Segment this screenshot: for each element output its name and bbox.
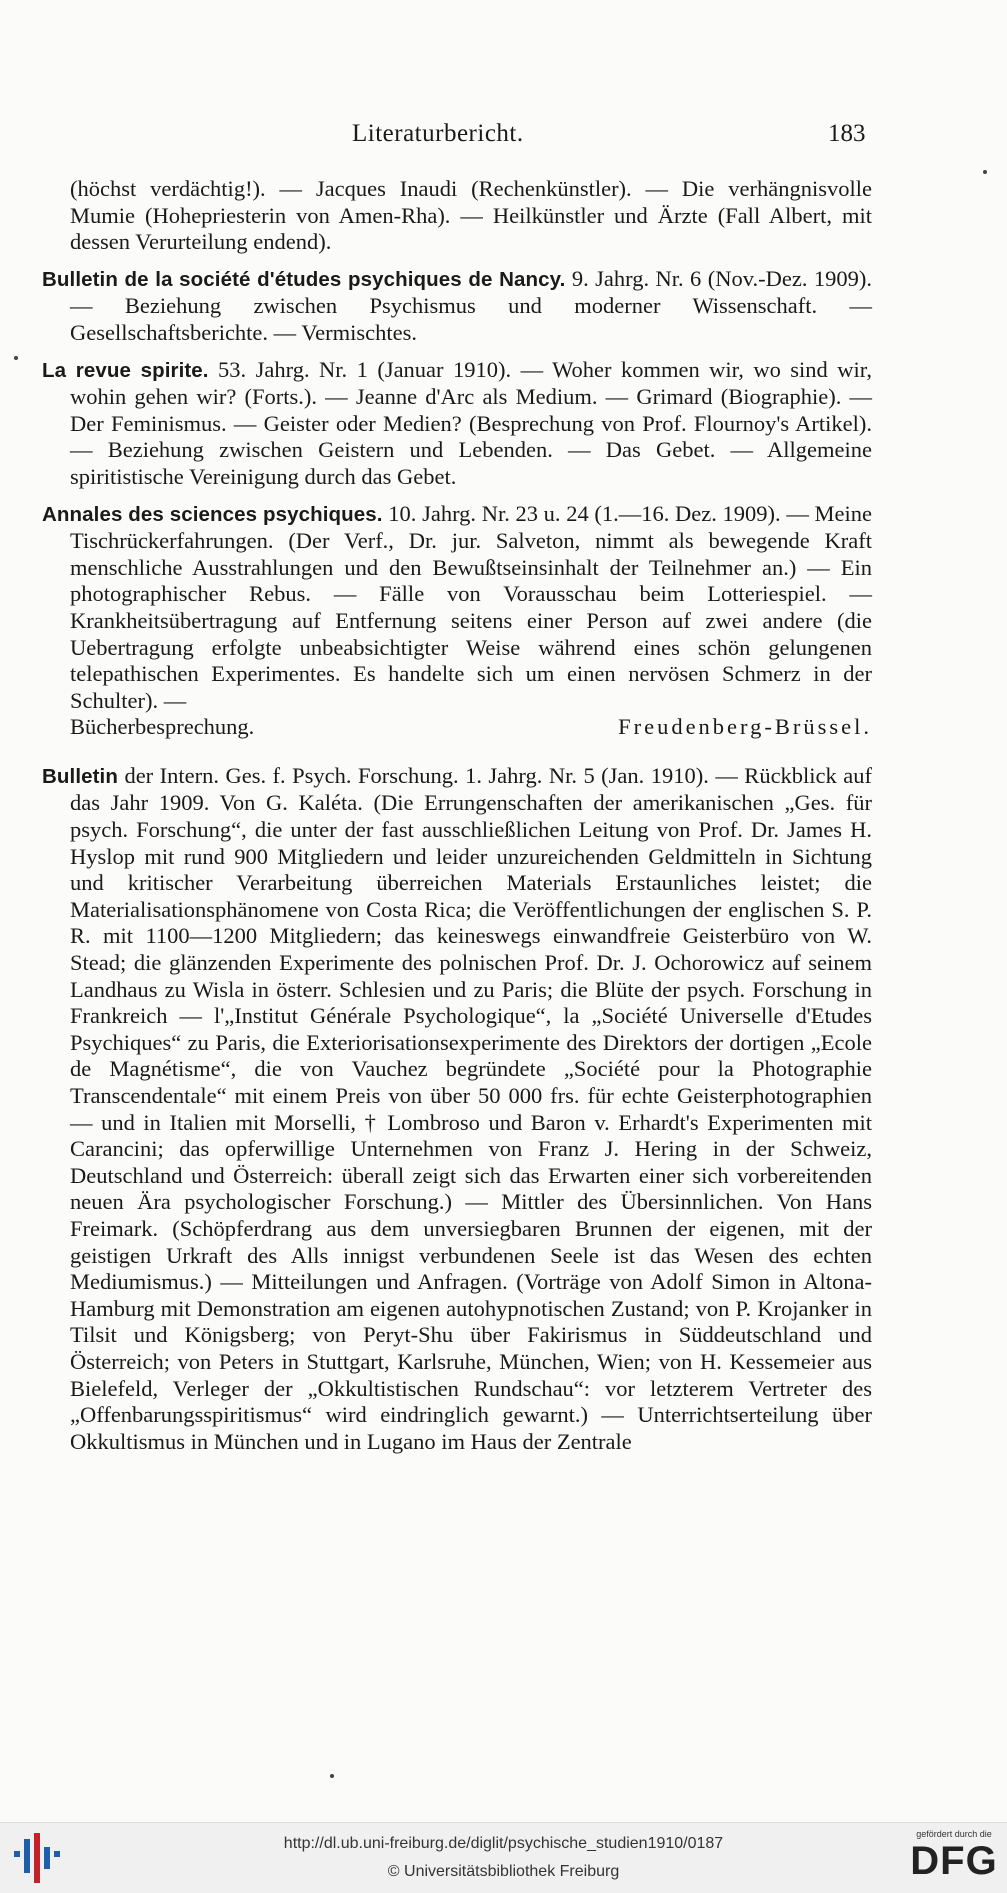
dfg-logo-icon — [906, 1827, 1002, 1889]
source-url-link[interactable]: http://dl.ub.uni-freiburg.de/diglit/psychische_studien1910/0187 — [283, 1835, 724, 1852]
reviewer-signature: Freudenberg-Brüssel. — [618, 714, 872, 740]
signature-line — [42, 714, 872, 741]
entry-annales — [42, 501, 872, 715]
entry-nancy-bulletin — [42, 266, 872, 347]
entry-lead: Bulletin de la société d'études psychiques de Nancy. — [42, 267, 566, 291]
speck-mark — [983, 170, 987, 174]
entry-text: 9. Jahrg. Nr. 6 (Nov.-Dez. 1909). — Beziehung zwischen Psychismus und moderner Wissenschaft. — Gesellschaftsberichte. — Vermischtes. — [70, 265, 872, 345]
entry-text: (höchst verdächtig!). — Jacques Inaudi (Rechenkünstler). — Die verhängnisvolle Mumie (Hohepriesterin von Amen-Rha). — Heilkünstler und Ärzte (Fall Albert, mit dessen Verurteilung endend). — [70, 176, 872, 255]
page-body — [42, 176, 872, 1465]
entry-revue-spirite — [42, 357, 872, 491]
speck-mark — [14, 356, 18, 360]
running-title: Literaturbericht. — [352, 120, 524, 147]
dfg-caption: gefördert durch die — [916, 1829, 992, 1839]
entry-text: 10. Jahrg. Nr. 23 u. 24 (1.—16. Dez. 1909). — Meine Tischrückerfahrungen. (Der Verf., Dr. jur. Salveton, nimmt als bewegende Kraft menschliche Ausstrahlungen und den Bewußtseinsinhalt der Teilnehmer an.) — Ein photographischer Rebus. — Fälle von Vorausschau beim Lotteriespiel. — Krankheitsübertragung auf Entfernung seitens einer Person auf zwei andere (die Uebertragung erfolgte unbeabsichtigter Weise während eines schön gelungenen telepathischen Experimentes. Es handelte sich um einen nervösen Schmerz in der Schulter). — — [70, 500, 872, 713]
running-header — [0, 120, 1007, 154]
dfg-wordmark: DFG — [910, 1839, 998, 1883]
entry-text: der Intern. Ges. f. Psych. Forschung. 1. Jahrg. Nr. 5 (Jan. 1910). — Rückblick auf das Jahr 1909. Von G. Kaléta. (Die Errungenschaften der amerikanischen „Ges. für psych. Forschung“, die unter der fast ausschließlichen Leitung von Prof. Dr. James H. Hyslop mit rund 900 Mitgliedern und leider unzureichenden Geldmitteln in Sichtung und kritischer Verarbeitung überreichen Materials Erstaunliches leistet; die Materialisationsphänomene von Costa Rica; die Veröffentlichungen der englischen S. P. R. mit 1100—1200 Mitgliedern; das keineswegs einwandfreie Geisterbüro von W. Stead; die glänzenden Experimente des polnischen Prof. Dr. J. Ochorowicz auf seinem Landhaus zu Wisla in österr. Schlesien und zu Paris; die Blüte der psych. Forschung in Frankreich — l'„Institut Générale Psychologique“, la „Société Universelle d'Etudes Psychiques“ zu Paris, die Exteriorisationsexperimente des Direktors der dortigen „Ecole de Magnétisme“, die von Vauchez begründete „Société pour la Photographie Transcendentale“ mit einem Preis von über 50 000 frs. für echte Geisterphotographien — und in Italien mit Morselli, † Lombroso und Baron v. Erhardt's Experimenten mit Carancini; das opferwillige Unternehmen von Franz J. Hering in der Schweiz, Deutschland und Österreich: überall zeigt sich das Erwarten einer sich vorbereitenden neuen Ära psychologischer Forschung.) — Mittler des Übersinnlichen. Von Hans Freimark. (Schöpferdrang aus dem unversiegbaren Brunnen der eigenen, mit der geistigen Urkraft des Alls innigst verbundenen Seele ist das Wesen des echten Mediumismus.) — Mitteilungen und Anfragen. (Vorträge von Adolf Simon in Altona-Hamburg mit Demonstration am eigenen autohypnotischen Zustand; von P. Krojanker in Tilsit und Königsberg; von Peryt-Shu über Fakirismus in Süddeutschland und Österreich; von Peters in Stuttgart, Karlsruhe, München, Wien; von H. Kessemeier aus Bielefeld, Verleger der „Okkultistischen Rundschau“: vor letzterem Vertreter des „Offenbarungsspiritismus“ wird eindringlich gewarnt.) — Unterrichtserteilung über Okkultismus in München und in Lugano im Haus der Zentrale — [70, 762, 872, 1454]
signature-left: Bücherbesprechung. — [70, 714, 255, 740]
entry-intern-bulletin — [42, 763, 872, 1455]
page-number: 183 — [828, 120, 866, 147]
copyright-text: © Universitätsbibliothek Freiburg — [387, 1863, 620, 1880]
entry-lead: La revue spirite. — [42, 358, 209, 382]
entry-text: 53. Jahrg. Nr. 1 (Januar 1910). — Woher kommen wir, wo sind wir, wohin gehen wir? (Forts.). — Jeanne d'Arc als Medium. — Grimard (Biographie). — Der Feminismus. — Geister oder Medien? (Besprechung von Prof. Flournoy's Artikel). — Beziehung zwischen Geistern und Lebenden. — Das Gebet. — Allgemeine spiritistische Vereinigung durch das Gebet. — [70, 356, 872, 489]
entry-continuation — [42, 176, 872, 256]
entry-lead: Annales des sciences psychiques. — [42, 502, 383, 526]
speck-mark — [330, 1774, 334, 1778]
entry-lead: Bulletin — [42, 764, 118, 788]
viewer-footer — [0, 1822, 1007, 1893]
